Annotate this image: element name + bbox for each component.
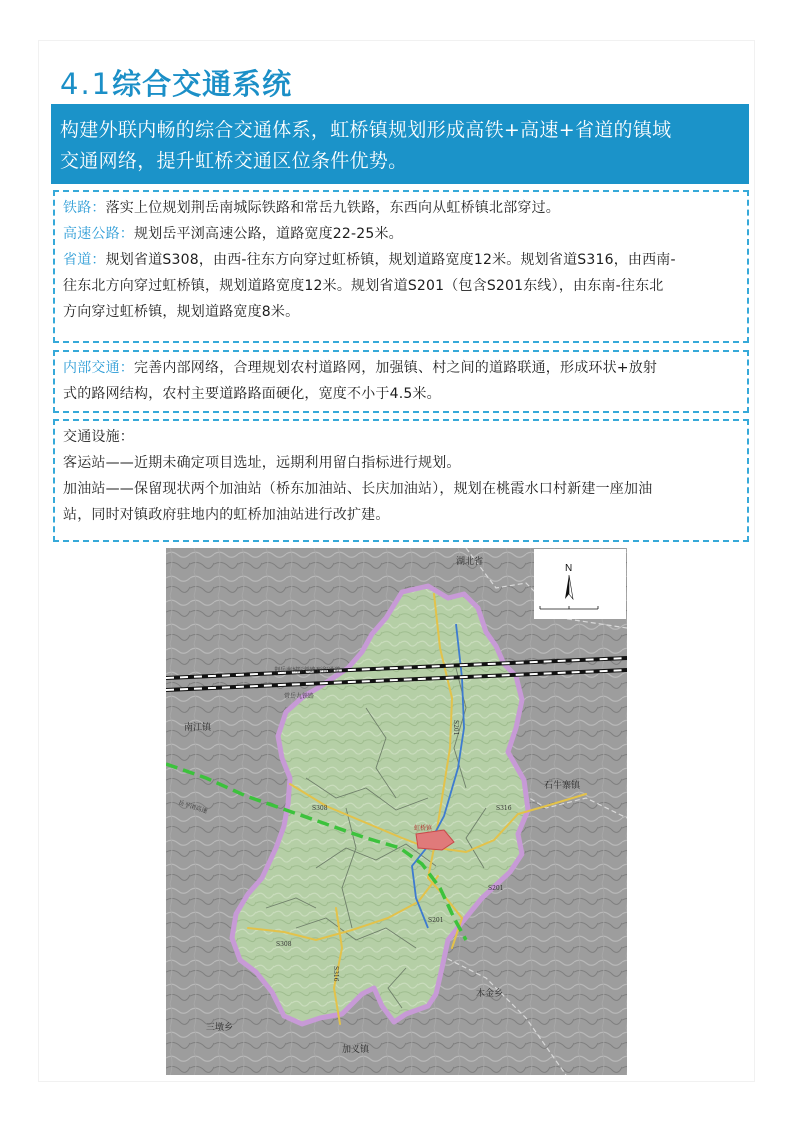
- label-jiayi: 加义镇: [342, 1045, 370, 1055]
- railway-label: 铁路：: [63, 200, 106, 216]
- provincial-paragraph: [63, 247, 739, 273]
- label-shidou: 石牛寨镇: [544, 781, 581, 791]
- internal-traffic-box: [53, 350, 749, 413]
- summary-banner: [51, 104, 749, 184]
- highway-text: 规划岳平浏高速公路，道路宽度22-25米。: [134, 226, 403, 242]
- provincial-line-3: 方向穿过虹桥镇，规划道路宽度8米。: [63, 304, 300, 320]
- internal-line-1: 完善内部网络，合理规划农村道路网，加强镇、村之间的道路联通，形成环状+放射: [134, 360, 658, 376]
- label-s201-b: S201: [488, 885, 504, 892]
- section-number: 4.1: [60, 67, 113, 101]
- label-hubei: 湖北省: [456, 557, 484, 567]
- highway-paragraph: [63, 221, 739, 247]
- label-mujin: 木金乡: [476, 989, 504, 999]
- label-s201-c: S201: [428, 917, 444, 924]
- facilities-line-1: 客运站——近期未确定项目选址，远期利用留白指标进行规划。: [63, 455, 461, 471]
- traffic-plan-map: [166, 548, 627, 1075]
- provincial-label: 省道：: [63, 252, 106, 268]
- label-s308-b: S308: [276, 941, 292, 948]
- north-arrow-icon-half: [569, 575, 573, 599]
- label-s316-a: S316: [496, 805, 512, 812]
- railway-text: 落实上位规划荆岳南城际铁路和常岳九铁路，东西向从虹桥镇北部穿过。: [105, 200, 561, 216]
- label-town: 虹桥镇: [414, 825, 433, 832]
- north-arrow-box: [534, 549, 626, 619]
- facilities-line-2: 加油站——保留现状两个加油站（桥东加油站、长庆加油站），规划在桃霞水口村新建一座加油: [63, 481, 653, 497]
- external-traffic-box: [53, 190, 749, 343]
- railway-paragraph: [63, 195, 739, 221]
- banner-line-1: 构建外联内畅的综合交通体系，虹桥镇规划形成高铁+高速+省道的镇域: [60, 119, 672, 141]
- north-letter: N: [565, 563, 573, 574]
- facilities-box: [53, 419, 749, 542]
- internal-label: 内部交通：: [63, 360, 134, 376]
- label-s308-a: S308: [312, 805, 328, 812]
- provincial-line-1: 规划省道S308，由西-往东方向穿过虹桥镇，规划道路宽度12米。规划省道S316，由西南-: [105, 252, 676, 268]
- north-arrow-icon: [565, 575, 569, 599]
- internal-paragraph: [63, 355, 739, 381]
- facilities-label: 交通设施：: [63, 429, 134, 445]
- label-rail-2: 常岳九铁路: [284, 693, 315, 700]
- label-sandun: 三墩乡: [206, 1023, 234, 1033]
- internal-line-2: 式的路网结构，农村主要道路路面硬化，宽度不小于4.5米。: [63, 386, 441, 402]
- section-title: [60, 62, 292, 103]
- provincial-line-2: 往东北方向穿过虹桥镇，规划道路宽度12米。规划省道S201（包含S201东线），由东南-往东北: [63, 278, 664, 294]
- label-nanjiang: 南江镇: [184, 723, 212, 733]
- facilities-line-3: 站，同时对镇政府驻地内的虹桥加油站进行改扩建。: [63, 507, 390, 523]
- banner-line-2: 交通网络，提升虹桥交通区位条件优势。: [60, 150, 408, 172]
- label-expressway: 岳平浏高速: [177, 799, 209, 816]
- highway-label: 高速公路：: [63, 226, 134, 242]
- label-s201-a: S201: [452, 720, 459, 736]
- label-rail-1: 荆岳南城际铁路预留通道: [274, 667, 341, 674]
- section-title-text: 综合交通系统: [112, 67, 293, 101]
- label-s316-b: S316: [332, 966, 339, 982]
